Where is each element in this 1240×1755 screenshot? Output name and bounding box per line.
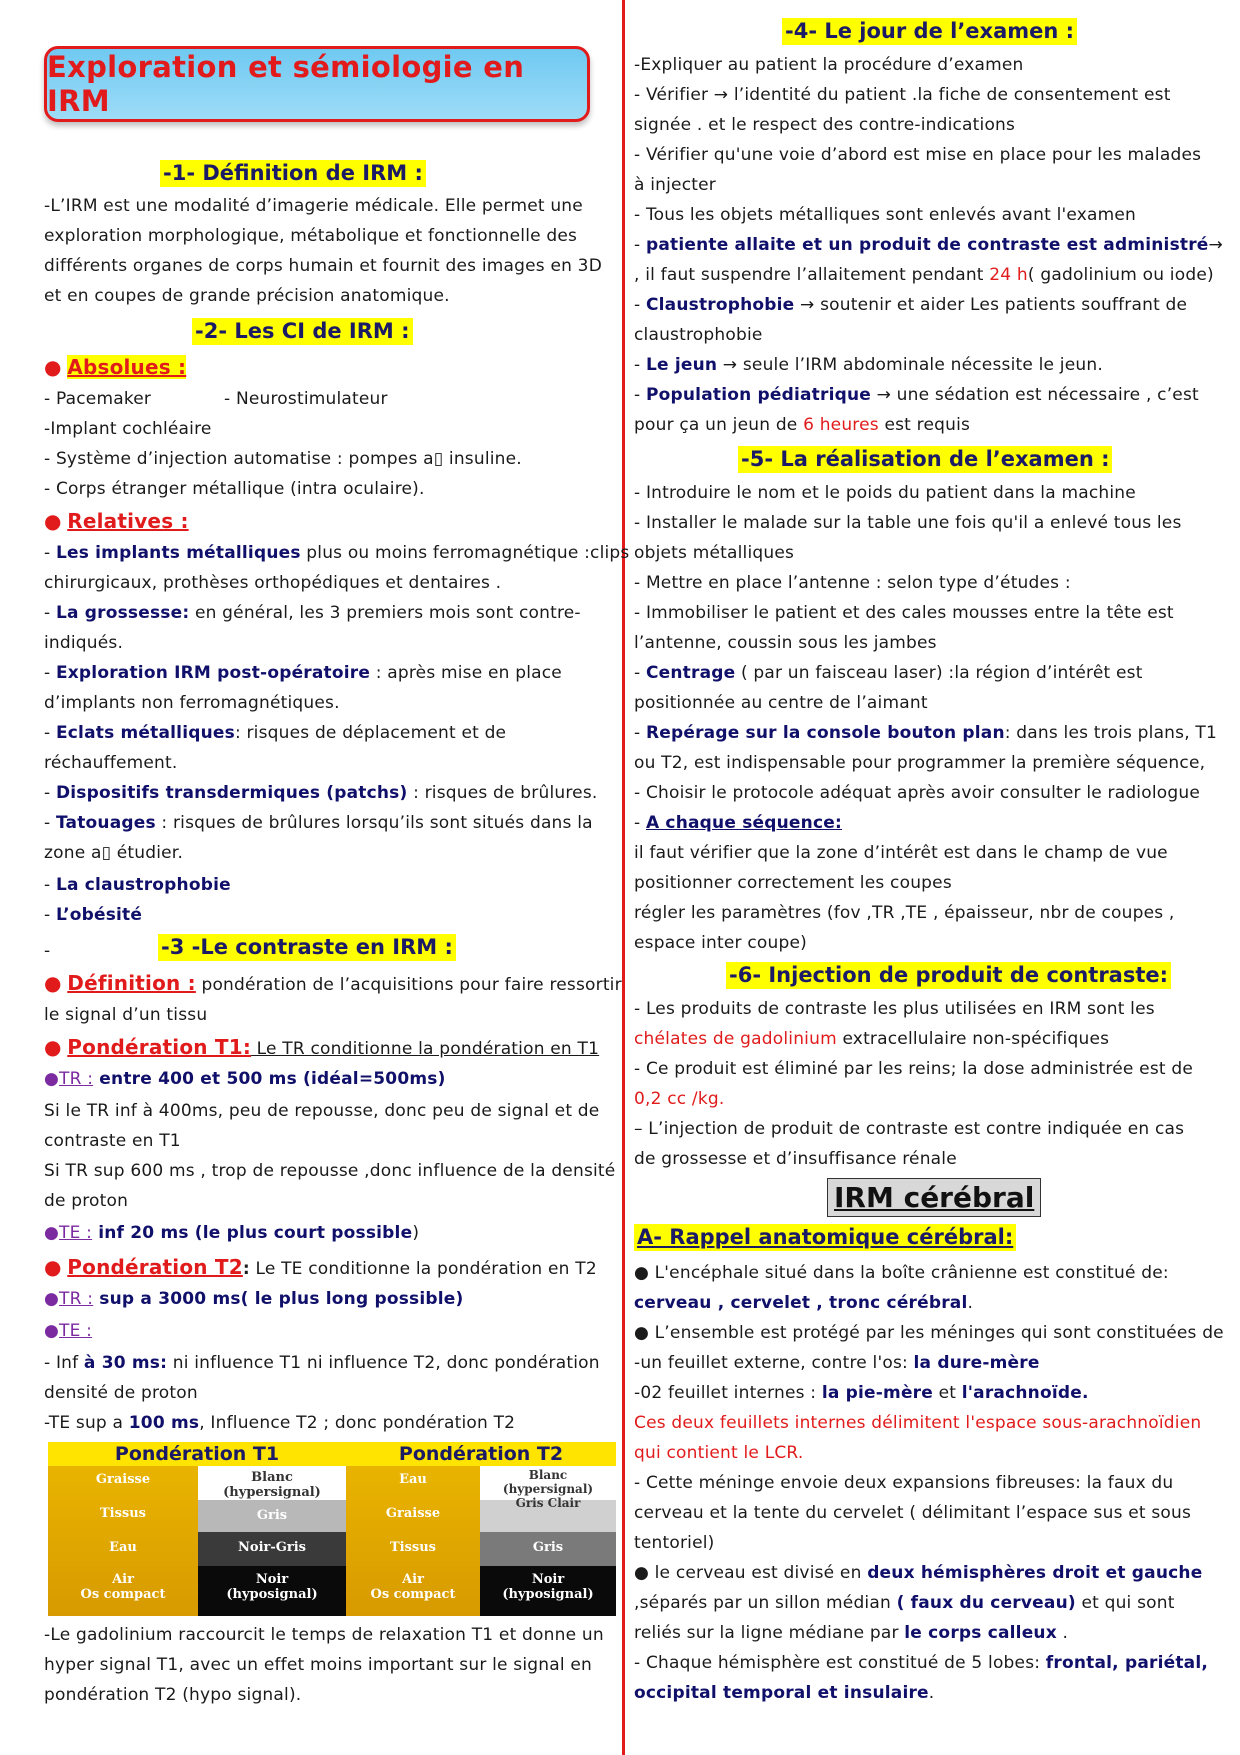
real-line-15: régler les paramètres (fov ,TR ,TE , épaisseur, nbr de coupes , (634, 903, 1175, 923)
jour-line-5: à injecter (634, 175, 716, 195)
gado-line-2: hyper signal T1, avec un effet moins important sur le signal en (44, 1655, 593, 1675)
rel-line-9: - Dispositifs transdermiques (patchs) : risques de brûlures. (44, 783, 598, 803)
anat-line-2: cerveau , cervelet , tronc cérébral. (634, 1293, 974, 1313)
table-header-t1: Pondération T1 (48, 1442, 346, 1466)
tr1-line: ●TR : entre 400 et 500 ms (idéal=500ms) (44, 1069, 446, 1089)
page-title: Exploration et sémiologie en IRM (47, 50, 525, 118)
tr1-text-3: Si TR sup 600 ms , trop de repousse ,donc influence de la densité (44, 1161, 616, 1181)
te2-text-1: - Inf à 30 ms: ni influence T1 ni influence T2, donc pondération (44, 1353, 600, 1373)
absolues-heading: ● Absolues : (44, 355, 187, 379)
te2-text-3: -TE sup a 100 ms, Influence T2 ; donc pondération T2 (44, 1413, 516, 1433)
t2-label-eau: Eau (399, 1472, 427, 1487)
rel-line-10: - Tatouages : risques de brûlures lorsqu’ils sont situés dans la (44, 813, 593, 833)
anat-line-11: ● le cerveau est divisé en deux hémisphères droit et gauche (634, 1563, 1203, 1583)
heading-rappel-anatomique: A- Rappel anatomique cérébral: (634, 1224, 1016, 1251)
heading-contraste: -3 -Le contraste en IRM : (158, 934, 456, 961)
real-line-12: - A chaque séquence: (634, 813, 842, 833)
t2-label-air: Air Os compact (370, 1572, 456, 1602)
te2-line: ●TE : (44, 1321, 93, 1341)
real-line-3: objets métalliques (634, 543, 795, 563)
t1-signal-blanc: Blanc (hypersignal) (223, 1470, 321, 1500)
abs-line-3: - Système d’injection automatise : pompes a▯ insuline. (44, 449, 522, 469)
title-banner (44, 46, 590, 122)
rel-line-13: - L’obésité (44, 905, 143, 925)
anat-line-13: reliés sur la ligne médiane par le corps calleux . (634, 1623, 1069, 1643)
t2-signal-blanc: Blanc (hypersignal) Gris Clair (502, 1468, 594, 1510)
real-line-2: - Installer le malade sur la table une fois qu'il a enlevé tous les (634, 513, 1182, 533)
rel-line-4: indiqués. (44, 633, 124, 653)
real-line-5: - Immobiliser le patient et des cales mousses entre la tête est (634, 603, 1174, 623)
inj-line-6: de grossesse et d’insuffisance rénale (634, 1149, 957, 1169)
real-line-8: positionnée au centre de l’aimant (634, 693, 928, 713)
te2-text-2: densité de proton (44, 1383, 198, 1403)
rel-line-12: - La claustrophobie (44, 875, 231, 895)
section-title-irm-cerebral: IRM cérébral (827, 1178, 1041, 1217)
heading-injection: -6- Injection de produit de contraste: (726, 962, 1171, 989)
anat-line-10: tentoriel) (634, 1533, 715, 1553)
real-line-1: - Introduire le nom et le poids du patient dans la machine (634, 483, 1136, 503)
inj-line-5: – L’injection de produit de contraste est contre indiquée en cas (634, 1119, 1185, 1139)
column-divider (622, 0, 625, 1755)
t1-signal-noir: Noir (hyposignal) (226, 1572, 318, 1602)
def-line-3: différents organes de corps humain et fournit des images en 3D (44, 256, 602, 276)
real-line-7: - Centrage ( par un faisceau laser) :la région d’intérêt est (634, 663, 1143, 683)
gado-line-3: pondération T2 (hypo signal). (44, 1685, 302, 1705)
real-line-9: - Repérage sur la console bouton plan: dans les trois plans, T1 (634, 723, 1218, 743)
real-line-13: il faut vérifier que la zone d’intérêt est dans le champ de vue (634, 843, 1168, 863)
jour-line-4: - Vérifier qu'une voie d’abord est mise en place pour les malades (634, 145, 1202, 165)
relatives-heading: ● Relatives : (44, 509, 189, 533)
heading-jour-examen: -4- Le jour de l’examen : (782, 18, 1077, 45)
t1-signal-gris: Gris (256, 1508, 288, 1523)
t2-signal-noir: Noir (hyposignal) (502, 1572, 594, 1602)
anat-line-5: -02 feuillet internes : la pie-mère et l'arachnoïde. (634, 1383, 1089, 1403)
t1-label-eau: Eau (109, 1540, 137, 1555)
tr2-line: ●TR : sup a 3000 ms( le plus long possible) (44, 1289, 464, 1309)
inj-line-1: - Les produits de contraste les plus utilisées en IRM sont les (634, 999, 1155, 1019)
rel-line-1: - Les implants métalliques plus ou moins ferromagnétique :clips (44, 543, 630, 563)
abs-line-2: -Implant cochléaire (44, 419, 212, 439)
t1-label-graisse: Graisse (95, 1472, 151, 1487)
t2-label-graisse: Graisse (385, 1506, 441, 1521)
real-line-4: - Mettre en place l’antenne : selon type d’études : (634, 573, 1071, 593)
jour-line-1: -Expliquer au patient la procédure d’examen (634, 55, 1024, 75)
t2-line: ● Pondération T2: Le TE conditionne la pondération en T2 (44, 1255, 597, 1279)
anat-line-12: ,séparés par un sillon médian ( faux du cerveau) et qui sont (634, 1593, 1175, 1613)
inj-line-3: - Ce produit est éliminé par les reins; la dose administrée est de (634, 1059, 1193, 1079)
anat-line-6: Ces deux feuillets internes délimitent l'espace sous-arachnoïdien (634, 1413, 1202, 1433)
rel-line-7: - Eclats métalliques: risques de déplacement et de (44, 723, 507, 743)
abs-line-4: - Corps étranger métallique (intra oculaire). (44, 479, 425, 499)
jour-line-7: - patiente allaite et un produit de contraste est administré→ (634, 235, 1223, 255)
anat-line-1: ● L'encéphale situé dans la boîte crânienne est constitué de: (634, 1263, 1169, 1283)
heading-definition: -1- Définition de IRM : (160, 160, 426, 187)
gado-line-1: -Le gadolinium raccourcit le temps de relaxation T1 et donne un (44, 1625, 604, 1645)
jour-line-9: - Claustrophobie → soutenir et aider Les patients souffrant de (634, 295, 1188, 315)
anat-line-9: cerveau et la tente du cervelet ( délimitant l’espace sus et sous (634, 1503, 1192, 1523)
real-line-16: espace inter coupe) (634, 933, 807, 953)
dash-prefix: - (44, 941, 51, 961)
t2-signal-gris: Gris (532, 1540, 564, 1555)
def-line-1: -L’IRM est une modalité d’imagerie médicale. Elle permet une (44, 196, 583, 216)
def-contraste-line-1: ● Définition : pondération de l’acquisitions pour faire ressortir (44, 971, 622, 995)
t1-label-tissus: Tissus (99, 1506, 147, 1521)
t1-signal-noir-gris: Noir-Gris (238, 1540, 306, 1555)
jour-line-6: - Tous les objets métalliques sont enlevés avant l'examen (634, 205, 1137, 225)
rel-line-5: - Exploration IRM post-opératoire : après mise en place (44, 663, 562, 683)
rel-line-6: d’implants non ferromagnétiques. (44, 693, 340, 713)
anat-line-3: ● L’ensemble est protégé par les méninges qui sont constituées de (634, 1323, 1224, 1343)
real-line-10: ou T2, est indispensable pour programmer la première séquence, (634, 753, 1206, 773)
jour-line-13: pour ça un jeun de 6 heures est requis (634, 415, 971, 435)
anat-line-8: - Cette méninge envoie deux expansions fibreuses: la faux du (634, 1473, 1174, 1493)
ponderation-table (48, 1442, 616, 1616)
inj-line-2: chélates de gadolinium extracellulaire non-spécifiques (634, 1029, 1110, 1049)
inj-line-4: 0,2 cc /kg. (634, 1089, 725, 1109)
abs-line-1: - Pacemaker - Neurostimulateur (44, 389, 388, 409)
jour-line-8: , il faut suspendre l’allaitement pendant 24 h( gadolinium ou iode) (634, 265, 1214, 285)
tr1-text-2: contraste en T1 (44, 1131, 181, 1151)
bullet-icon: ● (44, 509, 62, 533)
real-line-11: - Choisir le protocole adéquat après avoir consulter le radiologue (634, 783, 1200, 803)
jour-line-2: - Vérifier → l’identité du patient .la fiche de consentement est (634, 85, 1171, 105)
real-line-6: l’antenne, coussin sous les jambes (634, 633, 937, 653)
heading-realisation: -5- La réalisation de l’examen : (738, 446, 1112, 473)
t1-label-air: Air Os compact (80, 1572, 166, 1602)
def-line-2: exploration morphologique, métabolique et fonctionnelle des (44, 226, 578, 246)
te1-line: ●TE : inf 20 ms (le plus court possible) (44, 1223, 420, 1243)
anat-line-15: occipital temporal et insulaire. (634, 1683, 935, 1703)
def-contraste-line-2: le signal d’un tissu (44, 1005, 208, 1025)
tr1-text-4: de proton (44, 1191, 129, 1211)
anat-line-14: - Chaque hémisphère est constitué de 5 lobes: frontal, pariétal, (634, 1653, 1209, 1673)
rel-line-11: zone a▯ étudier. (44, 843, 184, 863)
real-line-14: positionner correctement les coupes (634, 873, 952, 893)
t1-line: ● Pondération T1: Le TR conditionne la pondération en T1 (44, 1035, 600, 1059)
t2-label-tissus: Tissus (389, 1540, 437, 1555)
def-line-4: et en coupes de grande précision anatomique. (44, 286, 450, 306)
bullet-icon: ● (44, 355, 62, 379)
rel-line-2: chirurgicaux, prothèses orthopédiques et dentaires . (44, 573, 502, 593)
rel-line-3: - La grossesse: en général, les 3 premiers mois sont contre- (44, 603, 581, 623)
jour-line-10: claustrophobie (634, 325, 763, 345)
jour-line-3: signée . et le respect des contre-indications (634, 115, 1016, 135)
anat-line-4: -un feuillet externe, contre l'os: la dure-mère (634, 1353, 1040, 1373)
heading-ci: -2- Les CI de IRM : (192, 318, 413, 345)
jour-line-11: - Le jeun → seule l’IRM abdominale nécessite le jeun. (634, 355, 1103, 375)
tr1-text-1: Si le TR inf à 400ms, peu de repousse, donc peu de signal et de (44, 1101, 600, 1121)
anat-line-7: qui contient le LCR. (634, 1443, 804, 1463)
table-header-t2: Pondération T2 (346, 1442, 616, 1466)
jour-line-12: - Population pédiatrique → une sédation est nécessaire , c’est (634, 385, 1199, 405)
rel-line-8: réchauffement. (44, 753, 178, 773)
